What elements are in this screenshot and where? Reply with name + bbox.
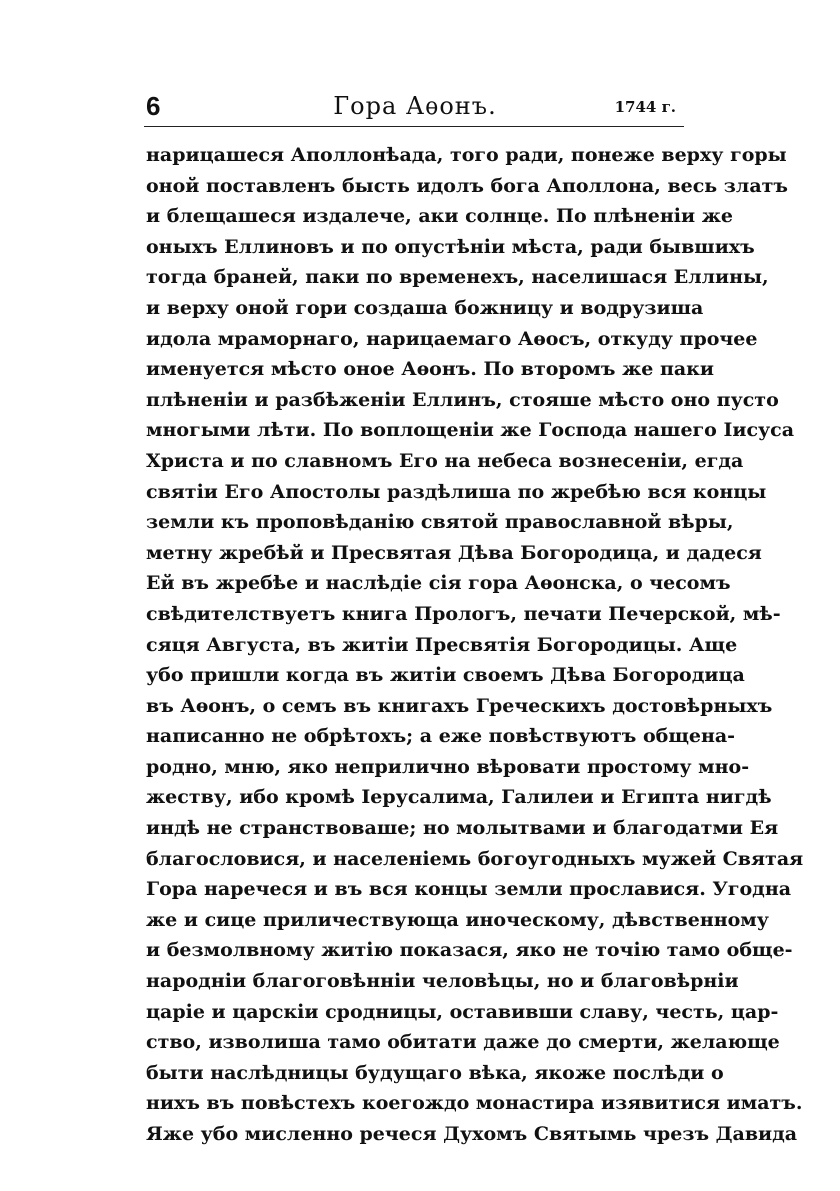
text-line: и безмолвному житію показася, яко не точію тамо обще-: [146, 939, 793, 962]
text-line: и верху оной гори создаша божницу и водрузиша: [146, 296, 704, 319]
year-label: 1744 г.: [614, 98, 676, 116]
text-line: Ей въ жребѣе и наслѣдіе сія гора Аѳонска, о чесомъ: [146, 572, 731, 595]
text-line: индѣ не странствоваше; но молытвами и благодатми Ея: [146, 817, 779, 840]
text-line: Христа и по славномъ Его на небеса вознесеніи, егда: [146, 449, 744, 472]
body-text: [146, 140, 804, 1150]
header-rule: [144, 126, 684, 127]
text-line: многыми лѣти. По воплощеніи же Господа нашего Іисуса: [146, 419, 795, 442]
text-line: Яже убо мисленно речеся Духомъ Святымь чрезъ Давида: [146, 1123, 798, 1145]
text-line: оной поставленъ бысть идолъ бога Аполлона, весь златъ: [146, 174, 788, 197]
text-line: благословися, и населеніемь богоугодныхъ мужей Святая: [146, 847, 804, 870]
text-line: нихъ въ повѣстехъ коегождо монастира изявитися иматъ.: [146, 1092, 803, 1115]
text-line: идола мраморнаго, нарицаемаго Аѳосъ, откуду прочее: [146, 327, 758, 350]
page-number: 6: [146, 91, 161, 121]
text-line: царіе и царскіи сродницы, оставивши славу, честь, цар-: [146, 1000, 779, 1023]
text-line: метну жребѣй и Пресвятая Дѣва Богородица, и дадеся: [146, 541, 762, 564]
text-line: и блещашеся издалече, аки солнце. По плѣненіи же: [146, 205, 733, 228]
text-line: родно, мню, яко неприлично вѣровати простому мно-: [146, 755, 750, 778]
text-line: именуется мѣсто оное Аѳонъ. По второмъ же паки: [146, 358, 714, 381]
text-line: ство, изволиша тамо обитати даже до смерти, желающе: [146, 1031, 780, 1054]
text-line: плѣненіи и разбѣженіи Еллинъ, стояше мѣсто оно пусто: [146, 388, 779, 411]
text-line: земли къ проповѣданію святой православной вѣры,: [146, 511, 734, 534]
running-header: [146, 88, 684, 124]
text-line: народніи благоговѣнніи человѣцы, но и благовѣрніи: [146, 970, 739, 993]
text-line: въ Аѳонъ, о семъ въ книгахъ Греческихъ достовѣрныхъ: [146, 694, 773, 717]
text-line: написанно не обрѣтохъ; а еже повѣствуютъ общена-: [146, 725, 736, 748]
text-line: быти наслѣдницы будущаго вѣка, якоже послѣди о: [146, 1061, 724, 1084]
text-line: убо пришли когда въ житіи своемъ Дѣва Богородица: [146, 664, 745, 687]
text-line: свѣдителствуетъ книга Прологъ, печати Печерской, мѣ-: [146, 602, 781, 625]
text-line: Гора наречеся и въ вся концы земли прославися. Угодна: [146, 878, 792, 901]
text-line: же и сице приличествующа иноческому, дѣвственному: [146, 908, 769, 931]
text-line: жеству, ибо кромѣ Іерусалима, Галилеи и Египта нигдѣ: [146, 786, 772, 809]
text-line: тогда браней, паки по временехъ, населишася Еллины,: [146, 266, 769, 289]
text-line: святіи Его Апостолы раздѣлиша по жребѣю вся концы: [146, 480, 767, 503]
text-line: оныхъ Еллиновъ и по опустѣніи мѣста, ради бывшихъ: [146, 235, 755, 258]
text-line: сяця Августа, въ житіи Пресвятія Богородицы. Аще: [146, 633, 738, 656]
running-title: Гора Аѳонъ.: [333, 92, 497, 120]
text-line: нарицашеся Аполлонѣада, того ради, понеже верху горы: [146, 144, 787, 166]
